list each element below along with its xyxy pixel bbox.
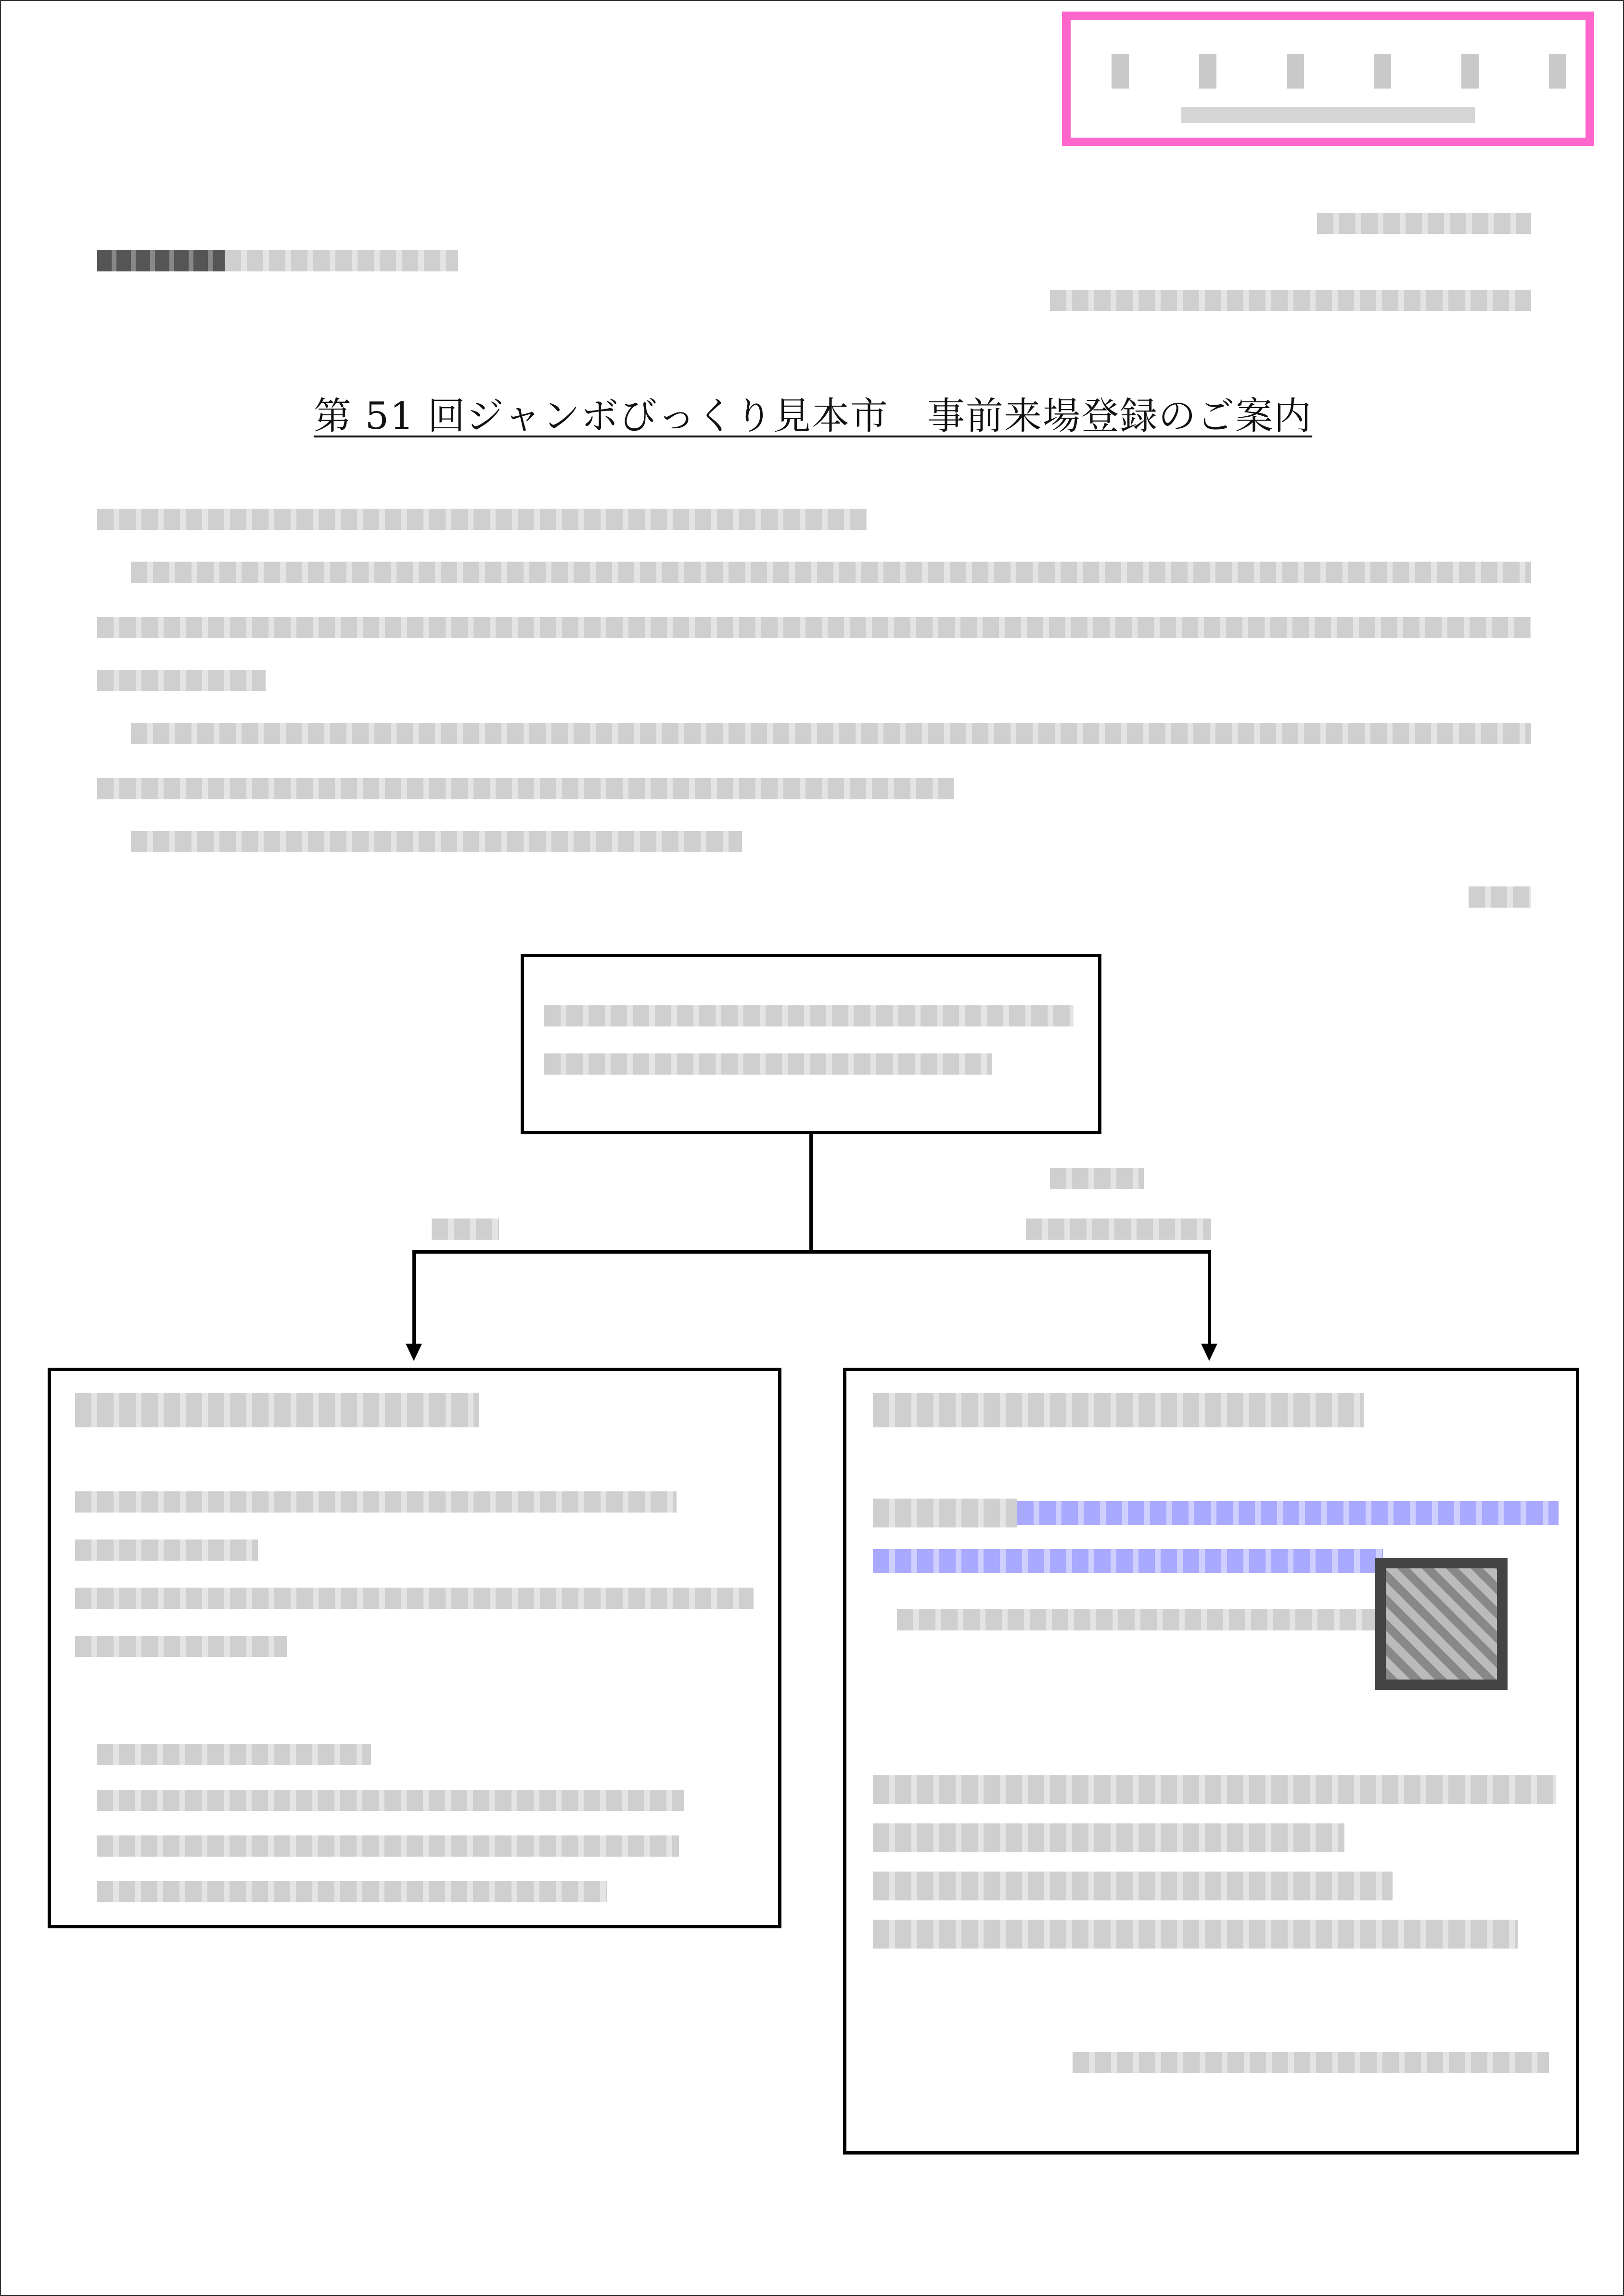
date-redacted [1317, 213, 1531, 234]
flow-arrow-left [406, 1344, 422, 1361]
stamp-subtext-redacted [1181, 107, 1475, 123]
flow-connector-right [1208, 1250, 1211, 1344]
body-line-1 [97, 509, 867, 530]
flow-arrow-right [1201, 1344, 1217, 1361]
stamp-box [1062, 12, 1594, 146]
registration-url-redacted[interactable] [1017, 1501, 1559, 1525]
body-line-4 [97, 670, 266, 691]
closing-redacted [1469, 886, 1531, 908]
flow-question-box [521, 954, 1101, 1134]
addressee-name-redacted [97, 250, 225, 271]
body-line-6 [97, 778, 954, 799]
body-line-7 [131, 831, 742, 852]
sender-redacted [1050, 290, 1531, 311]
flow-connector-left [412, 1250, 416, 1344]
document-title: 第 51 回ジャンボびっくり見本市 事前来場登録のご案内 [313, 395, 1313, 438]
branch-label-right-2 [1026, 1219, 1211, 1240]
body-line-3 [97, 617, 1531, 638]
flow-result-box-right [843, 1368, 1579, 2155]
qr-code [1375, 1558, 1508, 1690]
branch-label-left [432, 1219, 499, 1240]
flow-connector-horizontal [412, 1250, 1211, 1254]
addressee-redacted [225, 250, 458, 271]
stamp-text-redacted [1112, 54, 1566, 92]
body-line-5 [131, 723, 1531, 744]
registration-url-redacted-2[interactable] [873, 1549, 1383, 1573]
body-line-2 [131, 562, 1531, 583]
branch-label-right-1 [1050, 1168, 1144, 1189]
flow-connector-vertical [809, 1134, 813, 1252]
flow-result-box-left [48, 1368, 781, 1928]
